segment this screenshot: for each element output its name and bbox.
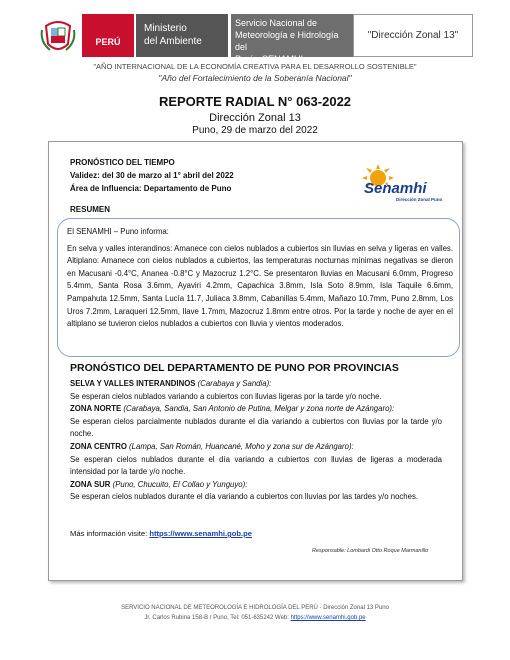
province-section-heading: SELVA Y VALLES INTERANDINOS (Carabaya y Sandia): xyxy=(70,379,272,388)
year-slogan: "AÑO INTERNACIONAL DE LA ECONOMÍA CREATIVA PARA EL DESARROLLO SOSTENIBLE" xyxy=(93,62,417,71)
senamhi-label xyxy=(231,14,353,64)
senamhi-line3: Perú - SENAMHI xyxy=(235,54,304,64)
province-section-heading: ZONA SUR (Puno, Chucuito, El Collao y Yunguyo): xyxy=(70,479,248,489)
logo-subtitle: Dirección Zonal Puno xyxy=(396,197,443,202)
province-section-heading: ZONA CENTRO (Lampa, San Román, Huancané, Moho y zona sur de Azángaro): xyxy=(70,441,354,451)
forecast-area: Área de Influencia: Departamento de Puno xyxy=(70,184,232,193)
provinces-title: PRONÓSTICO DEL DEPARTAMENTO DE PUNO POR PROVINCIAS xyxy=(70,362,399,374)
provinces-body xyxy=(70,378,442,504)
report-frame xyxy=(48,141,463,581)
province-section-text: Se esperan cielos nublados durante el día variando a cubiertos con lluvias por las tardes y/o noches. xyxy=(70,492,419,502)
ministry-line2: del Ambiente xyxy=(144,36,202,47)
footer-line1: SERVICIO NACIONAL DE METEOROLOGÍA E HIDROLOGÍA DEL PERÚ - Dirección Zonal 13 Puno xyxy=(121,605,389,611)
province-section-text: Se esperan cielos parcialmente nublados durante el día variando a cubiertos con lluvias por la tarde y/o noche. xyxy=(70,416,442,439)
report-date: Puno, 29 de marzo del 2022 xyxy=(192,125,318,136)
forecast-heading: PRONÓSTICO DEL TIEMPO xyxy=(70,158,175,167)
footer-web-link[interactable]: https://www.senamhi.gob.pe xyxy=(290,615,366,621)
footer-line2: Jr. Carlos Rubina 158-B / Puno, Tel: 051-635242 Web: https://www.senamhi.gob.pe xyxy=(144,615,366,621)
sovereignty-slogan: "Año del Fortalecimiento de la Soberanía Nacional" xyxy=(158,73,352,83)
summary-body: En selva y valles interandinos: Amanece con cielos nublados a cubiertos sin lluvias en selva y ligeras en valles. Altiplano: Amanece con cielos nublados a cubiertos, las temperaturas nocturnas mínimas negativas se dieron en Macusani -0.4°C, Ananea -0.8°C y Mazocruz 1.2°C. Se presentaron lluvias en Macusani 6.0mm, Progreso 5.4mm, Santa Rosa 3.6mm, Ayaviri 4.2mm, Capachica 3.8mm, Isla Soto 8.9mm, Isla Taquile 6.6mm, Pampahuta 12.5mm, Santa Lucía 11.7, Juliaca 3.8mm, Cabanillas 5.4mm, Mañazo 10.7mm, Puno 2.8mm, Los Uros 7.2mm, Laraqueri 12.5mm, Ilave 1.7mm, Mazocruz 1.8mm entre otros. Por la tarde y noche de ayer en el altiplano se tuvieron cielos nublados a cubiertos con lluvia y vientos moderados. xyxy=(67,243,453,329)
forecast-validity: Validez: del 30 de marzo al 1° abril del 2022 xyxy=(70,171,234,180)
more-info xyxy=(70,529,252,538)
summary-label: RESUMEN xyxy=(70,205,111,214)
more-info-label: Más información visite: xyxy=(70,529,150,538)
senamhi-line1: Servicio Nacional de xyxy=(235,18,318,28)
ministry-line1: Ministerio xyxy=(144,23,187,34)
summary-intro: El SENAMHI – Puno informa: xyxy=(67,227,169,236)
responsible-note: Responsable: Lombardi Otto Roque Marmanillo xyxy=(312,548,429,554)
province-section-text: Se esperan cielos nublados variando a cubiertos con lluvias ligeras por la tarde y/o noche. xyxy=(70,391,382,401)
coat-of-arms-icon xyxy=(38,16,78,56)
senamhi-logo xyxy=(360,162,445,206)
summary-text-block xyxy=(67,226,453,331)
province-section-text: Se esperan cielos nublados durante el día variando a cubiertos con lluvias de ligeras a moderada intensidad por la tarde y/o noche. xyxy=(70,454,442,477)
senamhi-line2: Meteorología e Hidrología del xyxy=(235,30,339,52)
peru-label: PERÚ xyxy=(82,14,134,57)
report-title: REPORTE RADIAL N° 063-2022 xyxy=(158,94,352,109)
province-section-heading: ZONA NORTE (Carabaya, Sandia, San Antonio de Putina, Melgar y zona norte de Azángaro): xyxy=(70,404,395,414)
senamhi-link[interactable]: https://www.senamhi.gob.pe xyxy=(149,529,253,538)
page-footer xyxy=(0,603,510,623)
zone-label: "Dirección Zonal 13" xyxy=(353,14,473,57)
report-office: Dirección Zonal 13 xyxy=(209,112,301,124)
logo-name: Senamhi xyxy=(364,180,427,197)
ministry-label xyxy=(136,14,228,57)
